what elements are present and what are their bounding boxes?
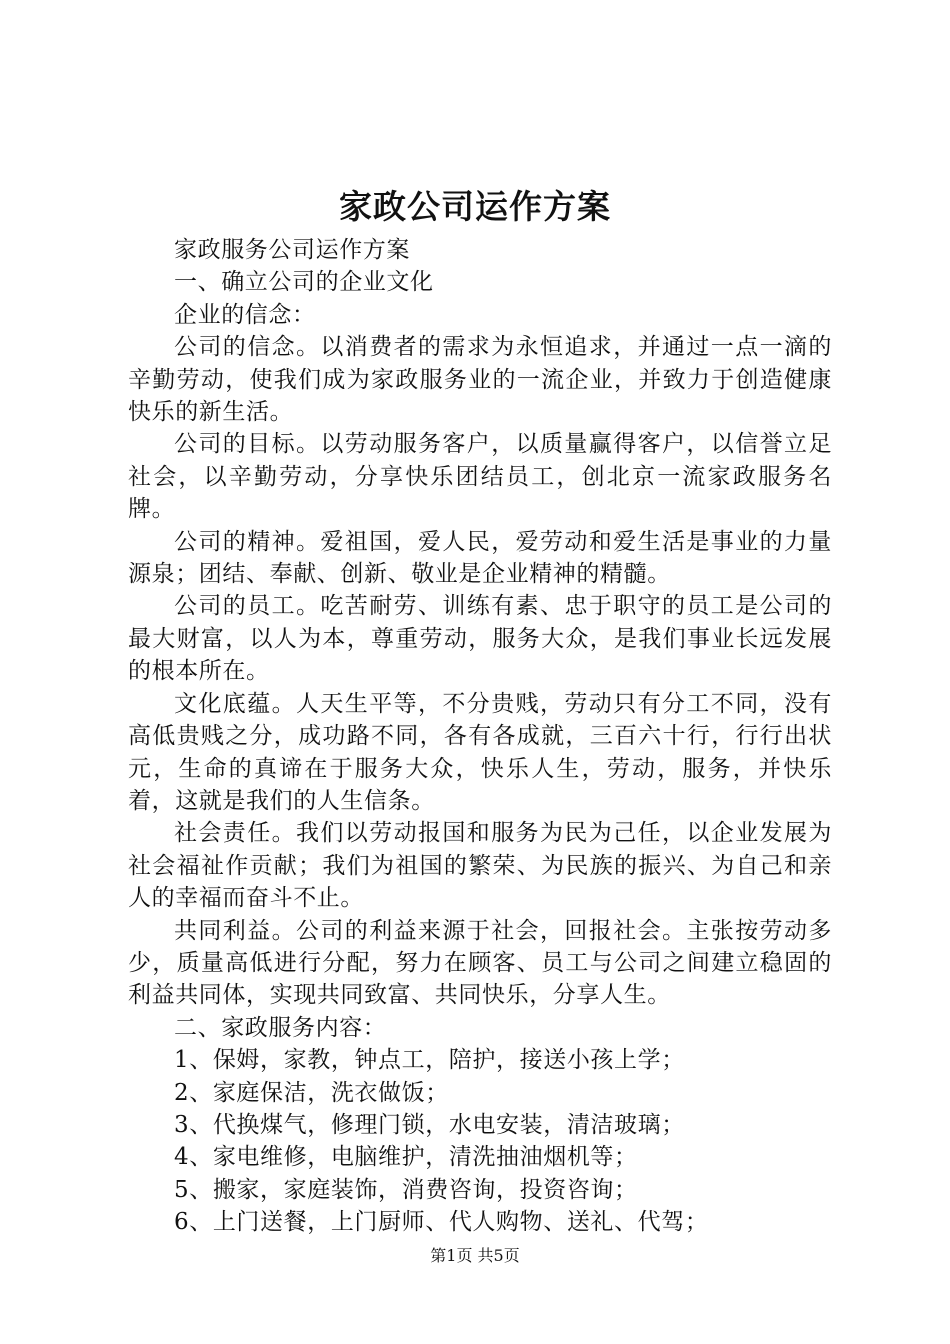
list-item-service-4: 4、家电维修，电脑维护，清洗抽油烟机等； <box>174 1144 638 1171</box>
page-number-footer: 第1页 共5页 <box>430 1246 520 1265</box>
section-heading-culture: 一、确立公司的企业文化 <box>174 269 434 296</box>
list-item-service-2: 2、家庭保洁，洗衣做饭； <box>174 1079 449 1106</box>
list-item-service-5: 5、搬家，家庭装饰，消费咨询，投资咨询； <box>174 1176 638 1203</box>
paragraph-company-staff: 公司的员工。吃苦耐劳、训练有素、忠于职守的员工是公司的最大财富，以人为本，尊重劳动，服务大众，是我们事业长远发展的根本所在。 <box>128 593 832 685</box>
paragraph-common-interest: 共同利益。公司的利益来源于社会，回报社会。主张按劳动多少，质量高低进行分配，努力在顾客、员工与公司之间建立稳固的利益共同体，实现共同致富、共同快乐，分享人生。 <box>128 917 832 1009</box>
paragraph-company-belief: 公司的信念。以消费者的需求为永恒追求，并通过一点一滴的辛勤劳动，使我们成为家政服务业的一流企业，并致力于创造健康快乐的新生活。 <box>128 334 832 426</box>
paragraph-culture-heritage: 文化底蕴。人天生平等，不分贵贱，劳动只有分工不同，没有高低贵贱之分，成功路不同，各有各成就，三百六十行，行行出状元，生命的真谛在于服务大众，快乐人生，劳动，服务，并快乐着，这就是我们的人生信条。 <box>128 690 832 814</box>
list-item-service-3: 3、代换煤气，修理门锁，水电安装，清洁玻璃； <box>174 1111 685 1138</box>
list-item-service-6: 6、上门送餐，上门厨师、代人购物、送礼、代驾； <box>174 1209 709 1236</box>
paragraph-belief-heading: 企业的信念： <box>174 301 316 328</box>
paragraph-company-goal: 公司的目标。以劳动服务客户，以质量赢得客户，以信誉立足社会，以辛勤劳动，分享快乐团结员工，创北京一流家政服务名牌。 <box>128 431 832 523</box>
paragraph-subtitle: 家政服务公司运作方案 <box>174 237 410 263</box>
document-body <box>128 234 832 1239</box>
paragraph-social-responsibility: 社会责任。我们以劳动报国和服务为民为己任，以企业发展为社会福祉作贡献；我们为祖国的繁荣、为民族的振兴、为自己和亲人的幸福而奋斗不止。 <box>128 820 832 912</box>
list-item-service-1: 1、保姆，家教，钟点工，陪护，接送小孩上学； <box>174 1047 685 1074</box>
paragraph-company-spirit: 公司的精神。爱祖国，爱人民，爱劳动和爱生活是事业的力量源泉；团结、奉献、创新、敬业是企业精神的精髓。 <box>128 528 832 588</box>
section-heading-services: 二、家政服务内容： <box>174 1014 387 1041</box>
document-title: 家政公司运作方案 <box>339 187 611 226</box>
